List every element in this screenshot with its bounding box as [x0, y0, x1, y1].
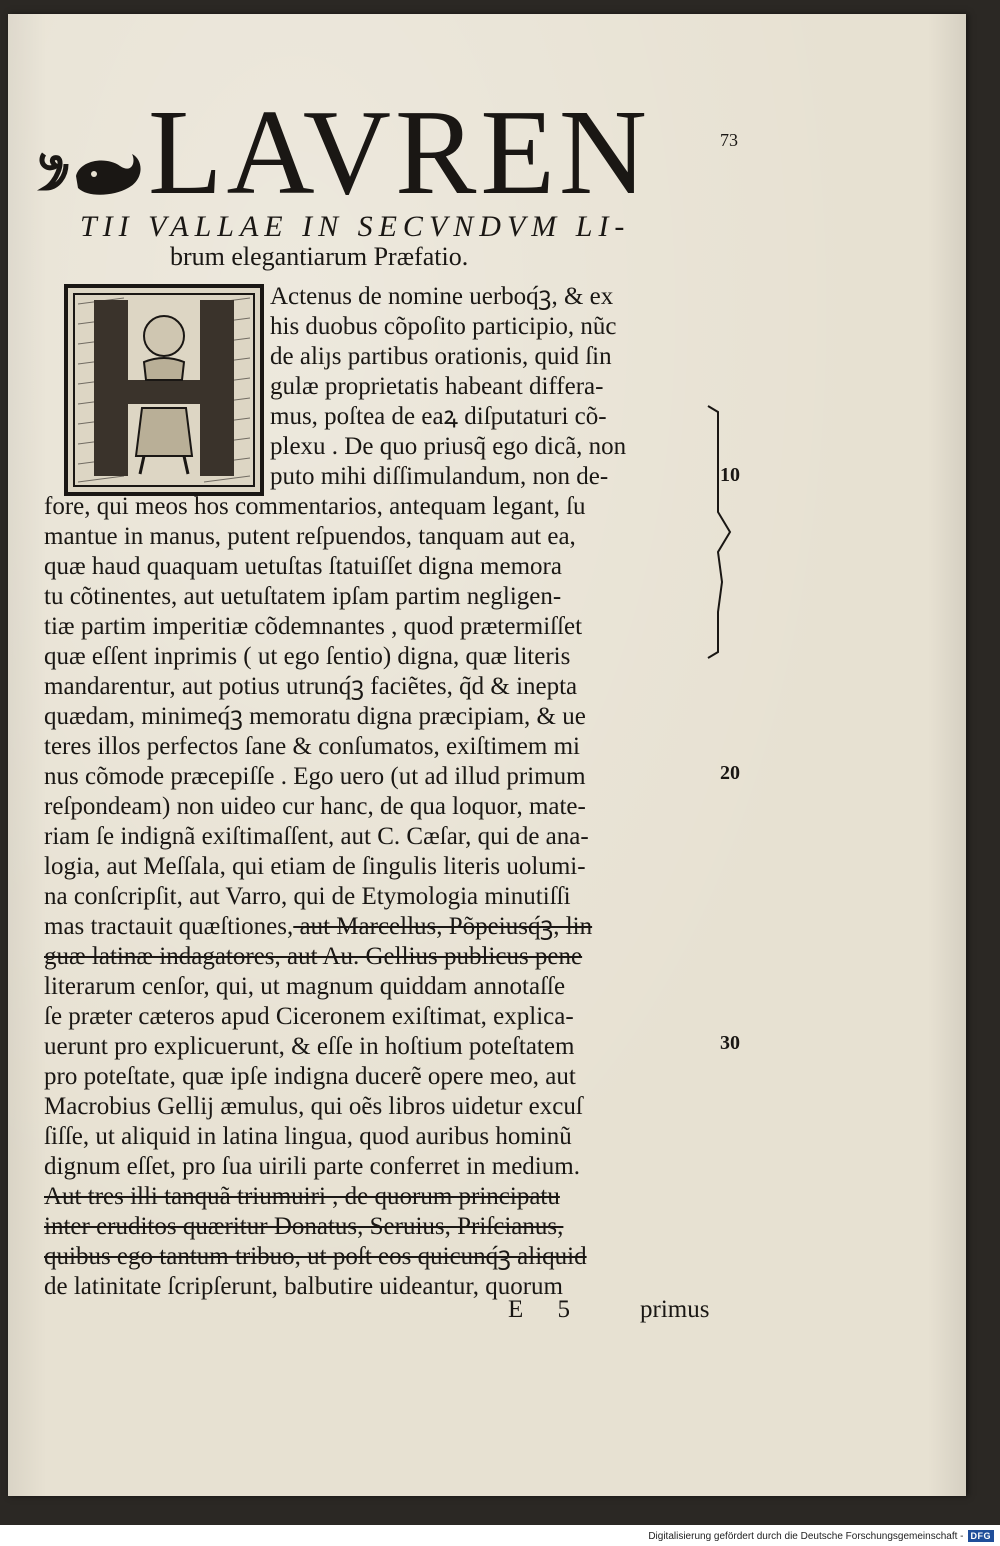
footer-credit-text: Digitalisierung gefördert durch die Deutsche Forschungsgemeinschaft -	[648, 1530, 964, 1542]
text-line: plexu . De quo priusq̃ ego dicã, non	[270, 433, 627, 460]
struck-text: aut Marcellus, Põpeiusq́ꝫ, lin	[293, 913, 593, 940]
text-line: mus, poſtea de eaꝝ diſputaturi cõ-	[270, 403, 607, 430]
signature-mark: E 5	[508, 1296, 585, 1323]
line-number-margin: 10	[720, 464, 740, 486]
catchword: primus	[640, 1296, 710, 1323]
heading-title: LAVREN	[148, 85, 652, 220]
text-line: tu cõtinentes, aut uetuſtatem ipſam partim negligen-	[44, 583, 562, 610]
text-line: ſiſſe, ut aliquid in latina lingua, quod auribus hominũ	[44, 1123, 572, 1150]
text-line: de aliȷs partibus orationis, quid ſin	[270, 343, 612, 370]
text-line: pro poteſtate, quæ ipſe indigna ducerẽ opere meo, aut	[44, 1063, 576, 1090]
text-line: puto mihi diſſimulandum, non de-	[270, 463, 609, 490]
text-line: teres illos perfectos ſane & conſumatos, exiſtimem mi	[44, 733, 580, 760]
text-line	[44, 912, 592, 942]
heading-line-3: brum elegantiarum Præfatio.	[170, 242, 469, 271]
text-line-plain: mas tractauit quæſtiones,	[44, 913, 294, 940]
line-number-margin: 20	[720, 762, 740, 784]
book-page	[8, 14, 966, 1496]
heading-line-2: TII VALLAE IN SECVNDVM LI-	[80, 210, 631, 243]
line-number-margin: 30	[720, 1032, 740, 1054]
text-line: his duobus cõpoſito participio, nũc	[270, 313, 617, 340]
text-line: ſe præter cæteros apud Ciceronem exiſtimat, explica-	[44, 1003, 574, 1030]
text-line: quædam, minimeq́ꝫ memoratu digna præcipiam, & ue	[44, 703, 586, 730]
text-line: quæ eſſent inprimis ( ut ego ſentio) digna, quæ literis	[44, 643, 571, 670]
text-line: logia, aut Meſſala, qui etiam de ſingulis literis uolumi-	[44, 853, 586, 880]
struck-text-line: guæ latinæ indagatores, aut Au. Gellius publicus pene	[44, 943, 583, 970]
dfg-logo: DFG	[968, 1530, 995, 1542]
text-line: uerunt pro explicuerunt, & eſſe in hoſtium poteſtatem	[44, 1033, 575, 1060]
fleuron-ornament-icon	[36, 132, 154, 212]
text-line: de latinitate ſcripſerunt, balbutire uideantur, quorum	[44, 1273, 563, 1300]
text-line: mandarentur, aut potius utrunq́ꝫ faciẽtes, q̃d & inepta	[44, 673, 578, 700]
text-line: nus cõmode præcepiſſe . Ego uero (ut ad illud primum	[44, 763, 586, 790]
text-line: gulæ proprietatis habeant differa-	[270, 373, 604, 400]
text-line: reſpondeam) non uideo cur hanc, de qua loquor, mate-	[44, 793, 586, 820]
struck-text-line: Aut tres illi tanquã triumuiri , de quorum principatu	[44, 1183, 560, 1210]
text-line: Macrobius Gellij æmulus, qui oẽs libros uidetur excuſ	[44, 1093, 583, 1120]
text-line: fore, qui meos hos commentarios, antequam legant, ſu	[44, 493, 586, 520]
text-line: mantue in manus, putent reſpuendos, tanquam aut ea,	[44, 523, 576, 550]
struck-text-line: inter eruditos quæritur Donatus, Seruius, Priſcianus,	[44, 1213, 564, 1240]
text-line: Actenus de nomine uerboq́ꝫ, & ex	[270, 283, 614, 310]
text-line: literarum cenſor, qui, ut magnum quiddam annotaſſe	[44, 973, 566, 1000]
woodcut-initial-h-icon	[64, 284, 264, 496]
text-line: dignum eſſet, pro ſua uirili parte conferret in medium.	[44, 1153, 580, 1180]
footer-credit	[648, 1528, 994, 1544]
handwritten-margin-bracket	[704, 402, 740, 662]
text-line: riam ſe indignã exiſtimaſſent, aut C. Cæſar, qui de ana-	[44, 823, 589, 850]
struck-text-line: quibus ego tantum tribuo, ut poſt eos quicunq́ꝫ aliquid	[44, 1243, 587, 1270]
page-number: 73	[720, 130, 738, 150]
text-line: na conſcripſit, aut Varro, qui de Etymologia minutiſſi	[44, 883, 571, 910]
text-line: quæ haud quaquam uetuſtas ſtatuiſſet digna memora	[44, 553, 562, 580]
text-line: tiæ partim imperitiæ cõdemnantes , quod prætermiſſet	[44, 613, 583, 640]
